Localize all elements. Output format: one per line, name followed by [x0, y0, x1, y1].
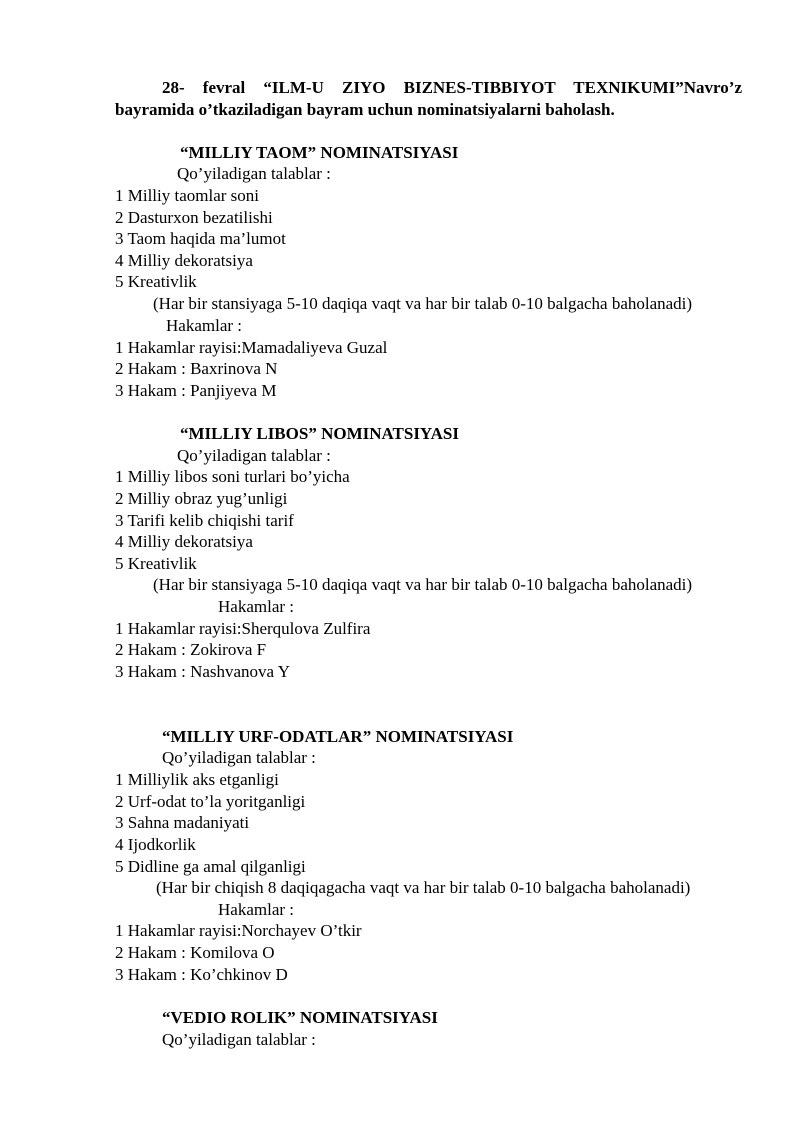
- requirements-heading: Qo’yiladigan talablar :: [177, 446, 331, 465]
- section-title-milliy-libos: “MILLIY LIBOS” NOMINATSIYASI: [180, 424, 459, 443]
- requirement-item: 1 Milliylik aks etganligi: [115, 770, 279, 789]
- requirement-item: 2 Milliy obraz yug’unligi: [115, 489, 288, 508]
- scoring-note: (Har bir stansiyaga 5-10 daqiqa vaqt va har bir talab 0-10 balgacha baholanadi): [153, 575, 693, 594]
- judge-item: 3 Hakam : Panjiyeva M: [115, 381, 277, 400]
- requirement-item: 1 Milliy libos soni turlari bo’yicha: [115, 467, 350, 486]
- judges-heading: Hakamlar :: [218, 900, 294, 919]
- requirements-heading: Qo’yiladigan talablar :: [162, 1030, 316, 1049]
- judge-item: 1 Hakamlar rayisi:Mamadaliyeva Guzal: [115, 338, 388, 357]
- requirement-item: 5 Kreativlik: [115, 272, 197, 291]
- requirement-item: 4 Ijodkorlik: [115, 835, 196, 854]
- requirement-item: 3 Tarifi kelib chiqishi tarif: [115, 511, 294, 530]
- judge-item: 2 Hakam : Baxrinova N: [115, 359, 278, 378]
- judge-item: 3 Hakam : Ko’chkinov D: [115, 965, 288, 984]
- requirement-item: 4 Milliy dekoratsiya: [115, 532, 253, 551]
- requirement-item: 3 Taom haqida ma’lumot: [115, 229, 286, 248]
- judge-item: 3 Hakam : Nashvanova Y: [115, 662, 290, 681]
- judge-item: 1 Hakamlar rayisi:Sherqulova Zulfira: [115, 619, 371, 638]
- requirement-item: 4 Milliy dekoratsiya: [115, 251, 253, 270]
- judges-heading: Hakamlar :: [166, 316, 242, 335]
- requirement-item: 5 Kreativlik: [115, 554, 197, 573]
- requirements-heading: Qo’yiladigan talablar :: [162, 748, 316, 767]
- requirement-item: 2 Urf-odat to’la yoritganligi: [115, 792, 306, 811]
- judges-heading: Hakamlar :: [218, 597, 294, 616]
- section-title-milliy-urf-odatlar: “MILLIY URF-ODATLAR” NOMINATSIYASI: [162, 727, 514, 746]
- requirements-heading: Qo’yiladigan talablar :: [177, 164, 331, 183]
- requirement-item: 1 Milliy taomlar soni: [115, 186, 260, 205]
- section-title-vedio-rolik: “VEDIO ROLIK” NOMINATSIYASI: [162, 1008, 438, 1027]
- document-title-line-1: 28- fevral “ILM-U ZIYO BIZNES-TIBBIYOT TEXNIKUMI”Navro’z: [162, 78, 742, 97]
- scoring-note: (Har bir stansiyaga 5-10 daqiqa vaqt va har bir talab 0-10 balgacha baholanadi): [153, 294, 693, 313]
- requirement-item: 2 Dasturxon bezatilishi: [115, 208, 273, 227]
- requirement-item: 5 Didline ga amal qilganligi: [115, 857, 306, 876]
- judge-item: 2 Hakam : Zokirova F: [115, 640, 267, 659]
- document-title-line-2: bayramida o’tkaziladigan bayram uchun nominatsiyalarni baholash.: [115, 100, 615, 119]
- judge-item: 2 Hakam : Komilova O: [115, 943, 275, 962]
- section-title-milliy-taom: “MILLIY TAOM” NOMINATSIYASI: [180, 143, 459, 162]
- judge-item: 1 Hakamlar rayisi:Norchayev O’tkir: [115, 921, 362, 940]
- scoring-note: (Har bir chiqish 8 daqiqagacha vaqt va har bir talab 0-10 balgacha baholanadi): [156, 878, 691, 897]
- requirement-item: 3 Sahna madaniyati: [115, 813, 250, 832]
